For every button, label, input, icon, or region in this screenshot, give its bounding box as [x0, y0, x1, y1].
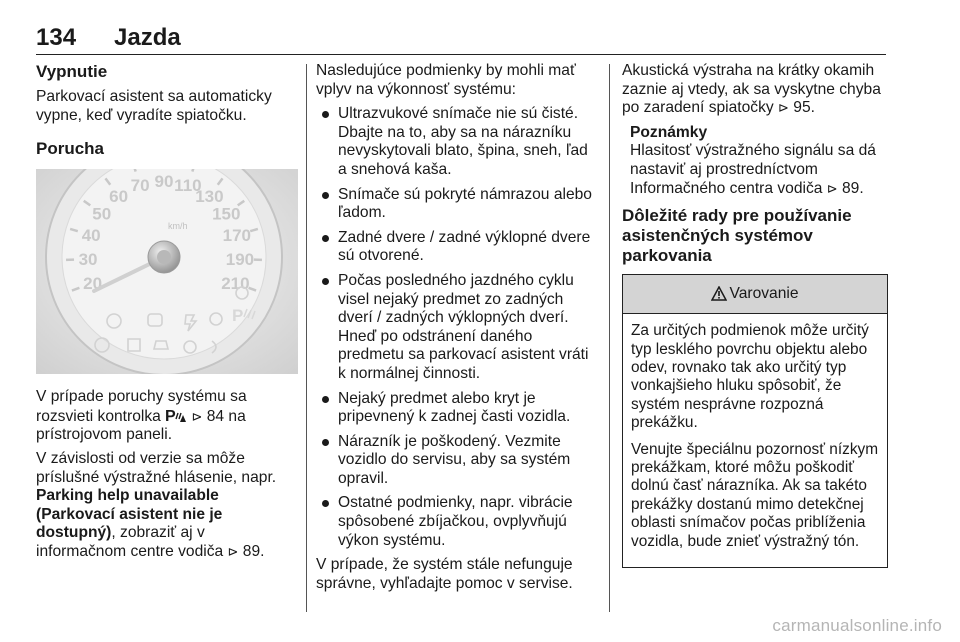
note-heading: Poznámky: [630, 123, 708, 141]
section-heading-tips: Dôležité rady pre používanie asistenčných systémov parkovania: [622, 206, 852, 266]
list-item: Ostatné podmienky, napr. vibrácie spôsobené zbíjačkou, ovplyvňujú výkon systému.: [316, 494, 592, 550]
chapter-title: Jazda: [114, 24, 181, 51]
gauge-speed-label: 190: [225, 250, 255, 270]
speedometer-illustration: [36, 169, 298, 374]
list-item: Nejaký predmet alebo kryt je pripevnený k zadnej časti vozidla.: [316, 390, 592, 427]
gauge-speed-label: 60: [109, 187, 129, 207]
gauge-speed-label: 70: [130, 176, 150, 196]
gauge-speed-label: 20: [83, 274, 103, 294]
list-item: Počas posledného jazdného cyklu visel nejaký predmet zo zadných dverí / zadných výklopných dverí. Hneď po odstránení daného predmetu sa parkovací asistent vráti k normálnej činnosti.: [316, 272, 592, 384]
note-paragraph: Hlasitosť výstražného signálu sa dá nastaviť aj prostredníctvom Informačného centra vodiča ⊳ 89.: [630, 142, 876, 197]
gauge-speed-label: 30: [78, 250, 98, 270]
warning-box: [622, 274, 888, 568]
reference-arrow-icon: ⊳: [778, 100, 789, 116]
column-right: [622, 62, 888, 568]
warning-body: [623, 314, 887, 567]
list-item: Nárazník je poškodený. Vezmite vozidlo do servisu, aby sa systém opravil.: [316, 433, 592, 489]
gauge-speed-label: 40: [81, 226, 101, 246]
section-heading-fault: Porucha: [36, 139, 105, 159]
gauge-speed-label: 90: [154, 172, 174, 192]
version-paragraph: V závislosti od verzie sa môže príslušné výstražné hlásenie, napr. Parking help unavailable (Parkovací asistent nie je dostupný), zobraziť aj v informačnom centre vodiča ⊳ 89.: [36, 449, 277, 560]
conditions-outro: V prípade, že systém stále nefunguje správne, vyhľadajte pomoc v servise.: [316, 556, 573, 592]
reference-arrow-icon: ⊳: [826, 180, 838, 196]
watermark: carmanualsonline.info: [772, 616, 942, 635]
list-item: Ultrazvukové snímače nie sú čisté. Dbajte na to, aby sa na nárazníku nevyskytovali blato, špina, sneh, ľad a snehová kaša.: [316, 105, 592, 179]
column-divider: [609, 64, 610, 612]
gauge-speed-label: 130: [195, 187, 224, 207]
gauge-speed-label: 50: [92, 204, 112, 224]
warning-paragraph: Za určitých podmienok môže určitý typ lesklého povrchu objektu alebo odev, rovnako tak ako určitý typ vonkajšieho hluku spôsobiť, že systém nesprávne rozpozná prekážku.: [631, 322, 869, 432]
page-number: 134: [36, 24, 77, 51]
reference-arrow-icon: ⊳: [227, 543, 239, 559]
conditions-list: [316, 105, 592, 550]
column-middle: [316, 62, 592, 598]
reference-arrow-icon: ⊳: [191, 408, 203, 424]
gauge-speed-label: 150: [212, 204, 241, 224]
column-left: [36, 62, 298, 567]
page-header: [36, 20, 886, 55]
warning-paragraph: Venujte špeciálnu pozornosť nízkym prekážkam, ktoré môžu poškodiť dolnú časť nárazníka. Ak sa takéto prekážky dostanú mimo detekčnej oblasti snímačov počas priblíženia vozidla, bude znieť výstražný tón.: [631, 440, 879, 550]
warning-triangle-icon: [711, 286, 727, 301]
warning-header: [623, 275, 887, 314]
off-paragraph: Parkovací asistent sa automaticky vypne, keď vyradíte spiatočku.: [36, 88, 272, 124]
svg-text:P: P: [232, 306, 244, 326]
fault-paragraph: V prípade poruchy systému sa rozsvieti kontrolka P ⊳ 84 na prístrojovom paneli.: [36, 388, 247, 444]
audio-paragraph: Akustická výstraha na krátky okamih zaznie aj vtedy, ak sa vyskytne chyba po zaradení spiatočky ⊳ 95.: [622, 62, 881, 117]
message-name: Parking help unavailable (Parkovací asistent nie je dostupný): [36, 487, 223, 542]
gauge-unit-label: km/h: [168, 221, 188, 232]
column-divider: [306, 64, 307, 612]
list-item: Zadné dvere / zadné výklopné dvere sú otvorené.: [316, 229, 592, 266]
gauge-speed-label: 210: [221, 274, 250, 294]
parking-assist-lamp-icon: [165, 407, 187, 423]
gauge-speed-label: 110: [174, 176, 202, 196]
warning-title: Varovanie: [729, 285, 799, 303]
section-heading-off: Vypnutie: [36, 62, 108, 81]
svg-text:P: P: [165, 407, 176, 423]
conditions-intro: Nasledujúce podmienky by mohli mať vplyv na výkonnosť systému:: [316, 62, 576, 98]
list-item: Snímače sú pokryté námrazou alebo ľadom.: [316, 186, 592, 223]
gauge-speed-label: 170: [222, 226, 251, 246]
